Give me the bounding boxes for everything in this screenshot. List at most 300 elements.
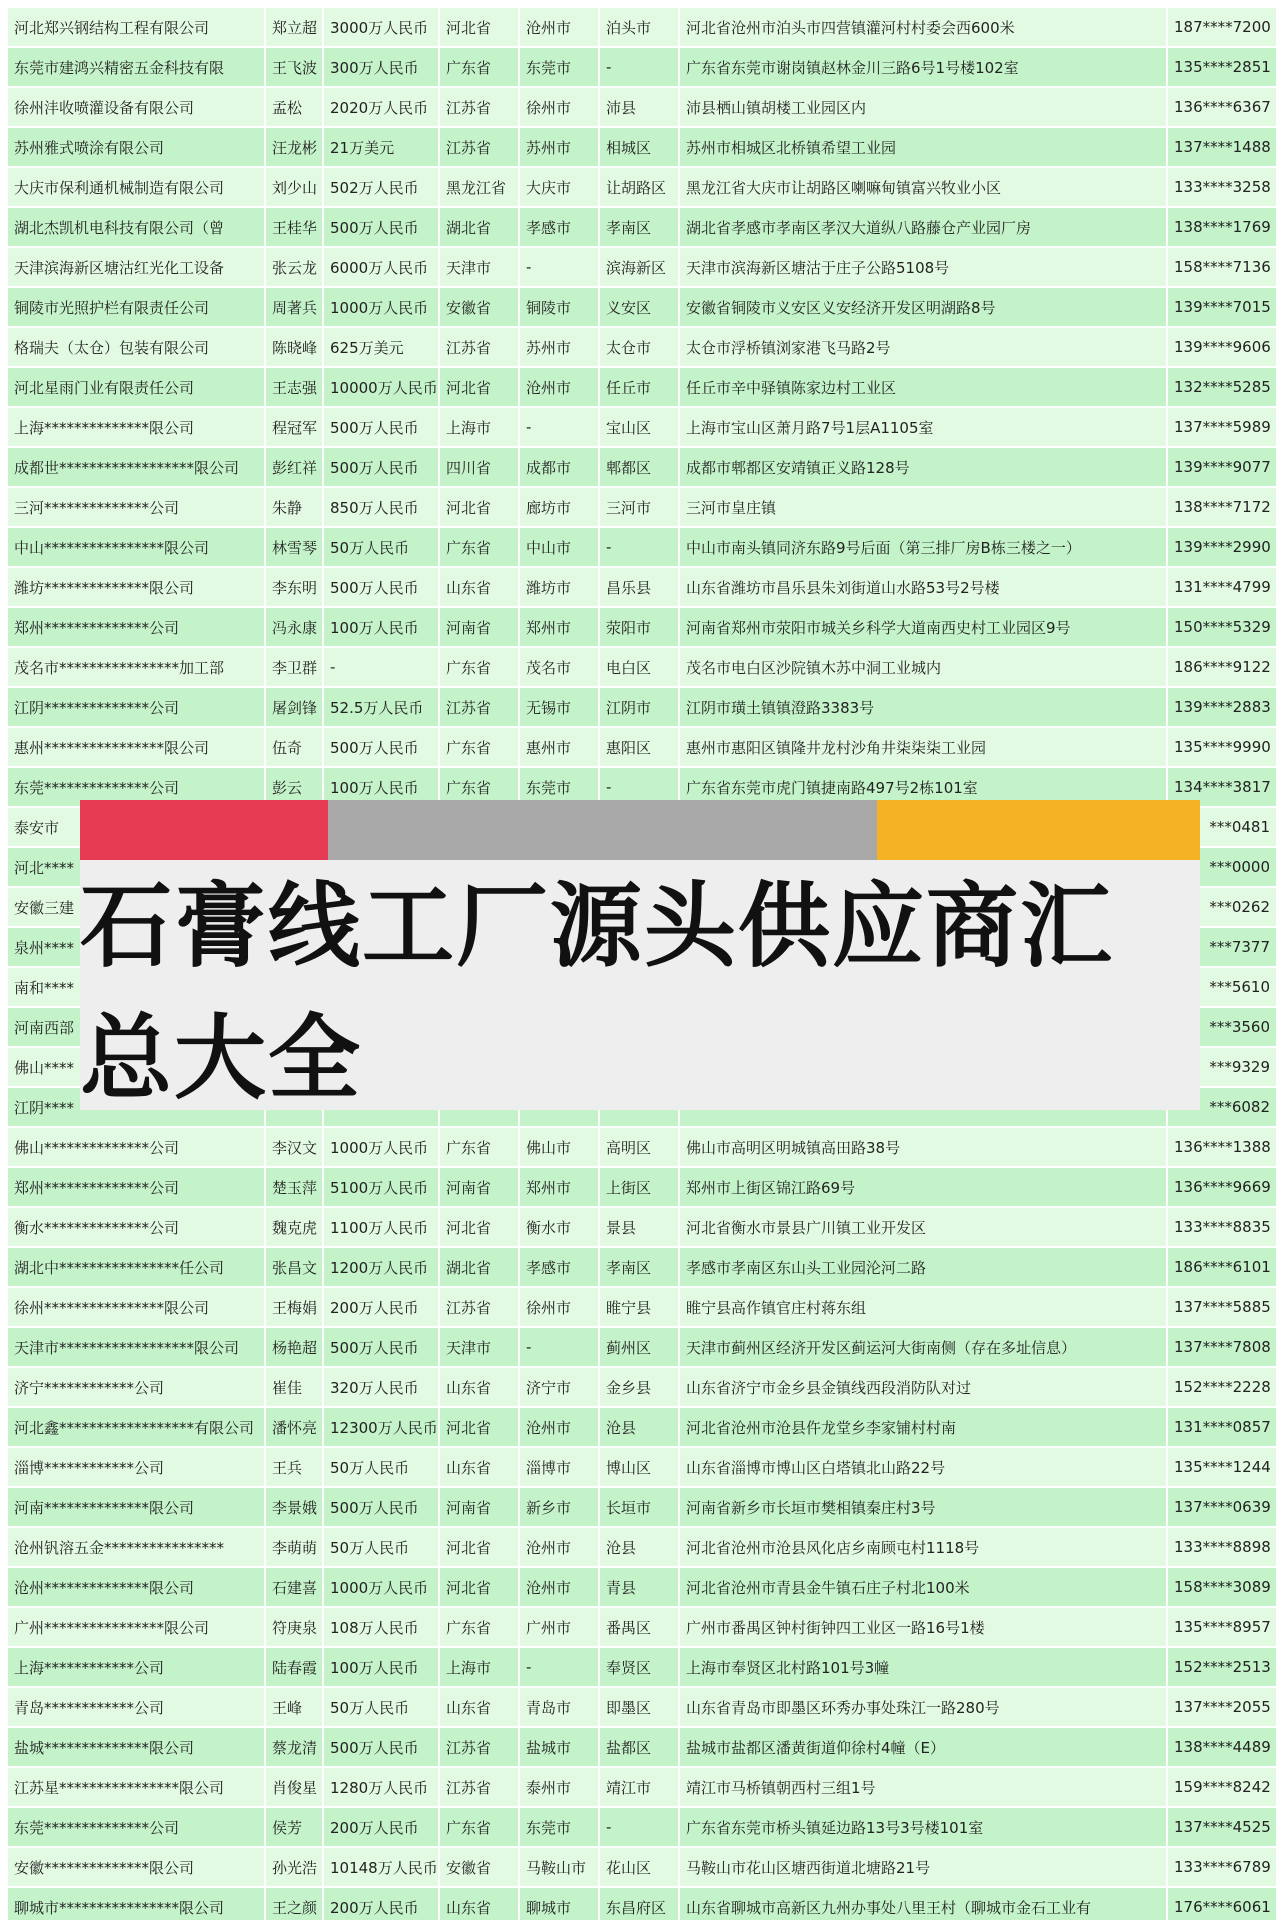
district-cell: 孝南区 bbox=[600, 208, 678, 246]
address-cell: 睢宁县高作镇官庄村蒋东组 bbox=[680, 1288, 1166, 1326]
company-name-cell: 江阴**** bbox=[8, 1088, 264, 1126]
phone-cell: 138****1769 bbox=[1168, 208, 1276, 246]
registered-capital-cell: 500万人民币 bbox=[324, 448, 438, 486]
table-row bbox=[8, 1808, 1276, 1846]
address-cell: 湖北省孝感市孝南区孝汉大道纵八路藤仓产业园厂房 bbox=[680, 208, 1166, 246]
company-name-cell: 江苏星****************限公司 bbox=[8, 1768, 264, 1806]
district-cell: 让胡路区 bbox=[600, 168, 678, 206]
district-cell: 靖江市 bbox=[600, 1768, 678, 1806]
district-cell: - bbox=[600, 528, 678, 566]
phone-cell: 133****3258 bbox=[1168, 168, 1276, 206]
table-row bbox=[8, 168, 1276, 206]
company-name-cell: 郑州**************公司 bbox=[8, 608, 264, 646]
legal-rep-cell: 崔佳 bbox=[266, 1368, 322, 1406]
registered-capital-cell: 625万美元 bbox=[324, 328, 438, 366]
province-cell: 天津市 bbox=[440, 1328, 518, 1366]
legal-rep-cell: 石建喜 bbox=[266, 1568, 322, 1606]
company-name-cell: 铜陵市光照护栏有限责任公司 bbox=[8, 288, 264, 326]
province-cell: 河北省 bbox=[440, 1208, 518, 1246]
table-row bbox=[8, 1328, 1276, 1366]
table-row bbox=[8, 528, 1276, 566]
phone-cell: ***6082 bbox=[1168, 1088, 1276, 1126]
registered-capital-cell: 500万人民币 bbox=[324, 568, 438, 606]
address-cell: 苏州市相城区北桥镇希望工业园 bbox=[680, 128, 1166, 166]
phone-cell: 152****2228 bbox=[1168, 1368, 1276, 1406]
city-cell: 郑州市 bbox=[520, 1168, 598, 1206]
company-name-cell: 泉州**** bbox=[8, 928, 264, 966]
province-cell: 河南省 bbox=[440, 1168, 518, 1206]
district-cell: - bbox=[600, 1808, 678, 1846]
address-cell: 靖江市马桥镇朝西村三组1号 bbox=[680, 1768, 1166, 1806]
company-name-cell: 东莞**************公司 bbox=[8, 768, 264, 806]
province-cell: 四川省 bbox=[440, 448, 518, 486]
province-cell: 山东省 bbox=[440, 1368, 518, 1406]
district-cell: 奉贤区 bbox=[600, 1648, 678, 1686]
phone-cell: 137****2055 bbox=[1168, 1688, 1276, 1726]
table-row bbox=[8, 448, 1276, 486]
address-cell: 河北省沧州市沧县仵龙堂乡李家铺村村南 bbox=[680, 1408, 1166, 1446]
province-cell: 江苏省 bbox=[440, 1768, 518, 1806]
address-cell: 广州市番禺区钟村街钟四工业区一路16号1楼 bbox=[680, 1608, 1166, 1646]
address-cell: 天津市滨海新区塘沽于庄子公路5108号 bbox=[680, 248, 1166, 286]
color-bar-yellow bbox=[877, 800, 1200, 860]
district-cell: 滨海新区 bbox=[600, 248, 678, 286]
province-cell: 广东省 bbox=[440, 648, 518, 686]
phone-cell: 133****6789 bbox=[1168, 1848, 1276, 1886]
company-name-cell: 东莞**************公司 bbox=[8, 1808, 264, 1846]
registered-capital-cell: 1100万人民币 bbox=[324, 1208, 438, 1246]
district-cell: 青县 bbox=[600, 1568, 678, 1606]
phone-cell: 158****7136 bbox=[1168, 248, 1276, 286]
city-cell: 茂名市 bbox=[520, 648, 598, 686]
company-name-cell: 河北郑兴钢结构工程有限公司 bbox=[8, 8, 264, 46]
district-cell: - bbox=[600, 48, 678, 86]
legal-rep-cell: 侯芳 bbox=[266, 1808, 322, 1846]
company-name-cell: 淄博************公司 bbox=[8, 1448, 264, 1486]
phone-cell: 137****5885 bbox=[1168, 1288, 1276, 1326]
phone-cell: 135****2851 bbox=[1168, 48, 1276, 86]
district-cell: 惠阳区 bbox=[600, 728, 678, 766]
registered-capital-cell: - bbox=[324, 648, 438, 686]
phone-cell: 152****2513 bbox=[1168, 1648, 1276, 1686]
company-name-cell: 盐城**************限公司 bbox=[8, 1728, 264, 1766]
city-cell: 苏州市 bbox=[520, 128, 598, 166]
legal-rep-cell: 伍奇 bbox=[266, 728, 322, 766]
address-cell: 河南省郑州市荥阳市城关乡科学大道南西史村工业园区9号 bbox=[680, 608, 1166, 646]
table-row bbox=[8, 248, 1276, 286]
table-row bbox=[8, 208, 1276, 246]
phone-cell: 159****8242 bbox=[1168, 1768, 1276, 1806]
city-cell: 泰州市 bbox=[520, 1768, 598, 1806]
legal-rep-cell: 肖俊星 bbox=[266, 1768, 322, 1806]
registered-capital-cell: 320万人民币 bbox=[324, 1368, 438, 1406]
legal-rep-cell: 彭云 bbox=[266, 768, 322, 806]
province-cell: 江苏省 bbox=[440, 128, 518, 166]
district-cell: 江阴市 bbox=[600, 688, 678, 726]
legal-rep-cell: 屠剑锋 bbox=[266, 688, 322, 726]
company-name-cell: 上海************公司 bbox=[8, 1648, 264, 1686]
city-cell: - bbox=[520, 1648, 598, 1686]
district-cell: 上街区 bbox=[600, 1168, 678, 1206]
district-cell: 即墨区 bbox=[600, 1688, 678, 1726]
city-cell: 广州市 bbox=[520, 1608, 598, 1646]
legal-rep-cell: 魏克虎 bbox=[266, 1208, 322, 1246]
phone-cell: 187****7200 bbox=[1168, 8, 1276, 46]
city-cell: 大庆市 bbox=[520, 168, 598, 206]
table-row bbox=[8, 608, 1276, 646]
registered-capital-cell: 21万美元 bbox=[324, 128, 438, 166]
district-cell: 任丘市 bbox=[600, 368, 678, 406]
legal-rep-cell: 陆春霞 bbox=[266, 1648, 322, 1686]
district-cell: 东昌府区 bbox=[600, 1888, 678, 1920]
address-cell: 河南省新乡市长垣市樊相镇秦庄村3号 bbox=[680, 1488, 1166, 1526]
city-cell: 潍坊市 bbox=[520, 568, 598, 606]
table-row bbox=[8, 1128, 1276, 1166]
district-cell: 太仓市 bbox=[600, 328, 678, 366]
legal-rep-cell: 刘少山 bbox=[266, 168, 322, 206]
legal-rep-cell: 王之颜 bbox=[266, 1888, 322, 1920]
city-cell: 盐城市 bbox=[520, 1728, 598, 1766]
phone-cell: 139****2883 bbox=[1168, 688, 1276, 726]
address-cell: 广东省东莞市桥头镇延边路13号3号楼101室 bbox=[680, 1808, 1166, 1846]
registered-capital-cell: 500万人民币 bbox=[324, 1488, 438, 1526]
province-cell: 河北省 bbox=[440, 488, 518, 526]
phone-cell: 135****8957 bbox=[1168, 1608, 1276, 1646]
city-cell: 孝感市 bbox=[520, 1248, 598, 1286]
company-name-cell: 河北**** bbox=[8, 848, 264, 886]
address-cell: 河北省衡水市景县广川镇工业开发区 bbox=[680, 1208, 1166, 1246]
company-name-cell: 惠州****************限公司 bbox=[8, 728, 264, 766]
company-name-cell: 青岛************公司 bbox=[8, 1688, 264, 1726]
company-name-cell: 茂名市****************加工部 bbox=[8, 648, 264, 686]
phone-cell: 135****1244 bbox=[1168, 1448, 1276, 1486]
legal-rep-cell: 符庚泉 bbox=[266, 1608, 322, 1646]
province-cell: 广东省 bbox=[440, 768, 518, 806]
legal-rep-cell: 李东明 bbox=[266, 568, 322, 606]
registered-capital-cell: 850万人民币 bbox=[324, 488, 438, 526]
registered-capital-cell: 1280万人民币 bbox=[324, 1768, 438, 1806]
province-cell: 山东省 bbox=[440, 568, 518, 606]
registered-capital-cell: 100万人民币 bbox=[324, 608, 438, 646]
province-cell: 天津市 bbox=[440, 248, 518, 286]
phone-cell: ***9329 bbox=[1168, 1048, 1276, 1086]
company-name-cell: 泰安市 bbox=[8, 808, 264, 846]
table-row bbox=[8, 328, 1276, 366]
phone-cell: 158****3089 bbox=[1168, 1568, 1276, 1606]
color-bar bbox=[80, 800, 1200, 860]
district-cell: 睢宁县 bbox=[600, 1288, 678, 1326]
phone-cell: 137****7808 bbox=[1168, 1328, 1276, 1366]
district-cell: - bbox=[600, 768, 678, 806]
banner-title: 石膏线工厂源头供应商汇总大全 bbox=[80, 873, 1115, 1112]
legal-rep-cell: 李景娥 bbox=[266, 1488, 322, 1526]
phone-cell: 139****9077 bbox=[1168, 448, 1276, 486]
phone-cell: 139****7015 bbox=[1168, 288, 1276, 326]
district-cell: 博山区 bbox=[600, 1448, 678, 1486]
company-name-cell: 湖北中****************任公司 bbox=[8, 1248, 264, 1286]
phone-cell: 131****4799 bbox=[1168, 568, 1276, 606]
address-cell: 上海市宝山区萧月路7号1层A1105室 bbox=[680, 408, 1166, 446]
province-cell: 山东省 bbox=[440, 1688, 518, 1726]
province-cell: 安徽省 bbox=[440, 288, 518, 326]
phone-cell: 138****4489 bbox=[1168, 1728, 1276, 1766]
city-cell: 廊坊市 bbox=[520, 488, 598, 526]
address-cell: 沛县栖山镇胡楼工业园区内 bbox=[680, 88, 1166, 126]
company-name-cell: 佛山**************公司 bbox=[8, 1128, 264, 1166]
table-row bbox=[8, 1368, 1276, 1406]
province-cell: 江苏省 bbox=[440, 1728, 518, 1766]
province-cell: 河南省 bbox=[440, 608, 518, 646]
district-cell: 三河市 bbox=[600, 488, 678, 526]
registered-capital-cell: 108万人民币 bbox=[324, 1608, 438, 1646]
table-row bbox=[8, 368, 1276, 406]
phone-cell: 139****2990 bbox=[1168, 528, 1276, 566]
city-cell: 成都市 bbox=[520, 448, 598, 486]
province-cell: 广东省 bbox=[440, 528, 518, 566]
province-cell: 湖北省 bbox=[440, 208, 518, 246]
registered-capital-cell: 10148万人民币 bbox=[324, 1848, 438, 1886]
legal-rep-cell: 陈晓峰 bbox=[266, 328, 322, 366]
company-name-cell: 天津滨海新区塘沽红光化工设备 bbox=[8, 248, 264, 286]
legal-rep-cell: 冯永康 bbox=[266, 608, 322, 646]
address-cell: 山东省聊城市高新区九州办事处八里王村（聊城市金石工业有 bbox=[680, 1888, 1166, 1920]
city-cell: 惠州市 bbox=[520, 728, 598, 766]
address-cell: 中山市南头镇同济东路9号后面（第三排厂房B栋三楼之一） bbox=[680, 528, 1166, 566]
province-cell: 广东省 bbox=[440, 1128, 518, 1166]
phone-cell: 186****9122 bbox=[1168, 648, 1276, 686]
legal-rep-cell: 郑立超 bbox=[266, 8, 322, 46]
legal-rep-cell: 孟松 bbox=[266, 88, 322, 126]
color-bar-red bbox=[80, 800, 328, 860]
address-cell: 天津市蓟州区经济开发区蓟运河大街南侧（存在多址信息） bbox=[680, 1328, 1166, 1366]
company-name-cell: 济宁************公司 bbox=[8, 1368, 264, 1406]
company-name-cell: 佛山**** bbox=[8, 1048, 264, 1086]
province-cell: 广东省 bbox=[440, 728, 518, 766]
address-cell: 江阴市璜土镇镇澄路3383号 bbox=[680, 688, 1166, 726]
province-cell: 江苏省 bbox=[440, 328, 518, 366]
phone-cell: 137****0639 bbox=[1168, 1488, 1276, 1526]
district-cell: 泊头市 bbox=[600, 8, 678, 46]
city-cell: 新乡市 bbox=[520, 1488, 598, 1526]
registered-capital-cell: 200万人民币 bbox=[324, 1808, 438, 1846]
address-cell: 马鞍山市花山区塘西街道北塘路21号 bbox=[680, 1848, 1166, 1886]
address-cell: 广东省东莞市谢岗镇赵林金川三路6号1号楼102室 bbox=[680, 48, 1166, 86]
company-name-cell: 聊城市****************限公司 bbox=[8, 1888, 264, 1920]
company-name-cell: 中山****************限公司 bbox=[8, 528, 264, 566]
province-cell: 山东省 bbox=[440, 1448, 518, 1486]
company-name-cell: 河北星雨门业有限责任公司 bbox=[8, 368, 264, 406]
registered-capital-cell: 500万人民币 bbox=[324, 208, 438, 246]
table-row bbox=[8, 1448, 1276, 1486]
registered-capital-cell: 12300万人民币 bbox=[324, 1408, 438, 1446]
company-name-cell: 江阴**************公司 bbox=[8, 688, 264, 726]
legal-rep-cell: 林雪琴 bbox=[266, 528, 322, 566]
address-cell: 盐城市盐都区潘黄街道仰徐村4幢（E） bbox=[680, 1728, 1166, 1766]
phone-cell: 134****3817 bbox=[1168, 768, 1276, 806]
table-row bbox=[8, 1288, 1276, 1326]
company-name-cell: 郑州**************公司 bbox=[8, 1168, 264, 1206]
address-cell: 任丘市辛中驿镇陈家边村工业区 bbox=[680, 368, 1166, 406]
company-name-cell: 衡水**************公司 bbox=[8, 1208, 264, 1246]
phone-cell: ***7377 bbox=[1168, 928, 1276, 966]
province-cell: 黑龙江省 bbox=[440, 168, 518, 206]
registered-capital-cell: 2020万人民币 bbox=[324, 88, 438, 126]
phone-cell: ***3560 bbox=[1168, 1008, 1276, 1046]
company-name-cell: 大庆市保利通机械制造有限公司 bbox=[8, 168, 264, 206]
address-cell: 山东省潍坊市昌乐县朱刘街道山水路53号2号楼 bbox=[680, 568, 1166, 606]
address-cell: 安徽省铜陵市义安区义安经济开发区明湖路8号 bbox=[680, 288, 1166, 326]
table-row bbox=[8, 408, 1276, 446]
district-cell: 义安区 bbox=[600, 288, 678, 326]
city-cell: 东莞市 bbox=[520, 768, 598, 806]
city-cell: 聊城市 bbox=[520, 1888, 598, 1920]
address-cell: 上海市奉贤区北村路101号3幢 bbox=[680, 1648, 1166, 1686]
table-row bbox=[8, 1168, 1276, 1206]
legal-rep-cell: 李卫群 bbox=[266, 648, 322, 686]
city-cell: 佛山市 bbox=[520, 1128, 598, 1166]
address-cell: 广东省东莞市虎门镇捷南路497号2栋101室 bbox=[680, 768, 1166, 806]
city-cell: 铜陵市 bbox=[520, 288, 598, 326]
company-name-cell: 徐州****************限公司 bbox=[8, 1288, 264, 1326]
city-cell: 沧州市 bbox=[520, 1528, 598, 1566]
registered-capital-cell: 10000万人民币 bbox=[324, 368, 438, 406]
address-cell: 河北省沧州市青县金牛镇石庄子村北100米 bbox=[680, 1568, 1166, 1606]
company-name-cell: 湖北杰凯机电科技有限公司（曾 bbox=[8, 208, 264, 246]
company-name-cell: 东莞市建鸿兴精密五金科技有限 bbox=[8, 48, 264, 86]
province-cell: 广东省 bbox=[440, 1808, 518, 1846]
table-row bbox=[8, 1648, 1276, 1686]
district-cell: 宝山区 bbox=[600, 408, 678, 446]
table-row bbox=[8, 1608, 1276, 1646]
company-name-cell: 安徽三建 bbox=[8, 888, 264, 926]
city-cell: 徐州市 bbox=[520, 1288, 598, 1326]
city-cell: 马鞍山市 bbox=[520, 1848, 598, 1886]
district-cell: 番禺区 bbox=[600, 1608, 678, 1646]
city-cell: 中山市 bbox=[520, 528, 598, 566]
table-row bbox=[8, 568, 1276, 606]
legal-rep-cell: 潘怀亮 bbox=[266, 1408, 322, 1446]
company-name-cell: 苏州雅式喷涂有限公司 bbox=[8, 128, 264, 166]
company-name-cell: 沧州钒溶五金**************** bbox=[8, 1528, 264, 1566]
district-cell: 沧县 bbox=[600, 1408, 678, 1446]
registered-capital-cell: 500万人民币 bbox=[324, 728, 438, 766]
phone-cell: 137****4525 bbox=[1168, 1808, 1276, 1846]
city-cell: 济宁市 bbox=[520, 1368, 598, 1406]
title-banner bbox=[80, 800, 1200, 1110]
legal-rep-cell: 汪龙彬 bbox=[266, 128, 322, 166]
table-row bbox=[8, 1248, 1276, 1286]
table-row bbox=[8, 1568, 1276, 1606]
legal-rep-cell: 周著兵 bbox=[266, 288, 322, 326]
province-cell: 河北省 bbox=[440, 1528, 518, 1566]
registered-capital-cell: 1000万人民币 bbox=[324, 1568, 438, 1606]
table-row bbox=[8, 128, 1276, 166]
registered-capital-cell: 6000万人民币 bbox=[324, 248, 438, 286]
address-cell: 河北省沧州市泊头市四营镇灌河村村委会西600米 bbox=[680, 8, 1166, 46]
legal-rep-cell: 张云龙 bbox=[266, 248, 322, 286]
province-cell: 上海市 bbox=[440, 1648, 518, 1686]
company-name-cell: 河北鑫******************有限公司 bbox=[8, 1408, 264, 1446]
phone-cell: 136****1388 bbox=[1168, 1128, 1276, 1166]
registered-capital-cell: 300万人民币 bbox=[324, 48, 438, 86]
district-cell: 孝南区 bbox=[600, 1248, 678, 1286]
province-cell: 广东省 bbox=[440, 48, 518, 86]
table-row bbox=[8, 1728, 1276, 1766]
legal-rep-cell: 彭红祥 bbox=[266, 448, 322, 486]
phone-cell: 137****1488 bbox=[1168, 128, 1276, 166]
district-cell: 相城区 bbox=[600, 128, 678, 166]
city-cell: 沧州市 bbox=[520, 1568, 598, 1606]
province-cell: 河北省 bbox=[440, 8, 518, 46]
city-cell: - bbox=[520, 1328, 598, 1366]
table-row bbox=[8, 1488, 1276, 1526]
company-name-cell: 徐州沣收喷灌设备有限公司 bbox=[8, 88, 264, 126]
phone-cell: ***0000 bbox=[1168, 848, 1276, 886]
company-name-cell: 天津市******************限公司 bbox=[8, 1328, 264, 1366]
phone-cell: 139****9606 bbox=[1168, 328, 1276, 366]
province-cell: 上海市 bbox=[440, 408, 518, 446]
registered-capital-cell: 200万人民币 bbox=[324, 1888, 438, 1920]
phone-cell: 131****0857 bbox=[1168, 1408, 1276, 1446]
table-row bbox=[8, 1768, 1276, 1806]
legal-rep-cell: 张昌文 bbox=[266, 1248, 322, 1286]
district-cell: 沧县 bbox=[600, 1528, 678, 1566]
province-cell: 山东省 bbox=[440, 1888, 518, 1920]
province-cell: 江苏省 bbox=[440, 88, 518, 126]
address-cell: 山东省淄博市博山区白塔镇北山路22号 bbox=[680, 1448, 1166, 1486]
registered-capital-cell: 100万人民币 bbox=[324, 1648, 438, 1686]
legal-rep-cell: 孙光浩 bbox=[266, 1848, 322, 1886]
city-cell: - bbox=[520, 248, 598, 286]
legal-rep-cell: 王峰 bbox=[266, 1688, 322, 1726]
legal-rep-cell: 蔡龙清 bbox=[266, 1728, 322, 1766]
registered-capital-cell: 50万人民币 bbox=[324, 528, 438, 566]
province-cell: 河南省 bbox=[440, 1488, 518, 1526]
legal-rep-cell: 李汉文 bbox=[266, 1128, 322, 1166]
company-name-cell: 格瑞夫（太仓）包装有限公司 bbox=[8, 328, 264, 366]
city-cell: 东莞市 bbox=[520, 1808, 598, 1846]
legal-rep-cell: 王志强 bbox=[266, 368, 322, 406]
province-cell: 江苏省 bbox=[440, 1288, 518, 1326]
address-cell: 山东省青岛市即墨区环秀办事处珠江一路280号 bbox=[680, 1688, 1166, 1726]
company-name-cell: 安徽**************限公司 bbox=[8, 1848, 264, 1886]
legal-rep-cell: 杨艳超 bbox=[266, 1328, 322, 1366]
table-row bbox=[8, 1688, 1276, 1726]
legal-rep-cell: 王梅娟 bbox=[266, 1288, 322, 1326]
phone-cell: 132****5285 bbox=[1168, 368, 1276, 406]
company-name-cell: 河南西部 bbox=[8, 1008, 264, 1046]
address-cell: 孝感市孝南区东山头工业园沦河二路 bbox=[680, 1248, 1166, 1286]
registered-capital-cell: 500万人民币 bbox=[324, 1728, 438, 1766]
district-cell: 花山区 bbox=[600, 1848, 678, 1886]
district-cell: 昌乐县 bbox=[600, 568, 678, 606]
legal-rep-cell: 李萌萌 bbox=[266, 1528, 322, 1566]
city-cell: - bbox=[520, 408, 598, 446]
registered-capital-cell: 3000万人民币 bbox=[324, 8, 438, 46]
table-row bbox=[8, 48, 1276, 86]
address-cell: 茂名市电白区沙院镇木苏中洞工业城内 bbox=[680, 648, 1166, 686]
table-row bbox=[8, 688, 1276, 726]
table-row bbox=[8, 8, 1276, 46]
registered-capital-cell: 502万人民币 bbox=[324, 168, 438, 206]
registered-capital-cell: 200万人民币 bbox=[324, 1288, 438, 1326]
city-cell: 郑州市 bbox=[520, 608, 598, 646]
legal-rep-cell: 王桂华 bbox=[266, 208, 322, 246]
phone-cell: ***0481 bbox=[1168, 808, 1276, 846]
city-cell: 青岛市 bbox=[520, 1688, 598, 1726]
city-cell: 衡水市 bbox=[520, 1208, 598, 1246]
province-cell: 江苏省 bbox=[440, 688, 518, 726]
